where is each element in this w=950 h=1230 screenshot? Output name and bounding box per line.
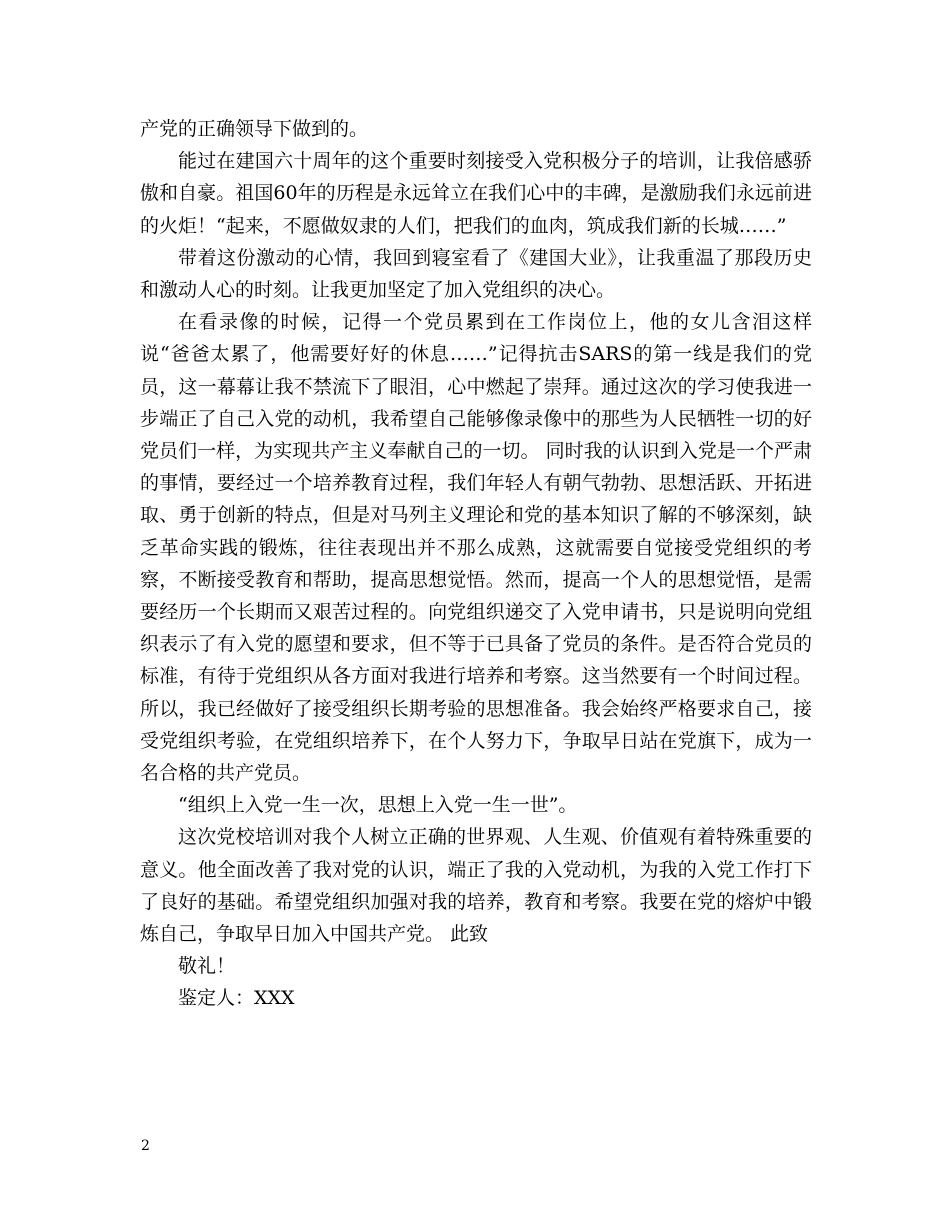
page-number: 2 (141, 1138, 150, 1154)
salutation: 敬礼！ (178, 955, 236, 978)
paragraph-video-reflection: 在看录像的时候，记得一个党员累到在工作岗位上，他的女儿含泪这样说“爸爸太累了，他需要好好的休息……”记得抗击SARS的第一线是我们的党员，这一幕幕让我不禁流下了眼泪，心中燃起了崇拜。通过这次的学习使我进一步端正了自己入党的动机，我希望自己能够像录像中的那些为人民牺牲一切的好党员们一样，为实现共产主义奉献自己的一切。 同时我的认识到入党是一个严肃的事情，要经过一个培养教育过程，我们年轻人有朝气勃勃、思想活跃、开拓进取、勇于创新的特点，但是对马列主义理论和党的基本知识了解的不够深刻，缺乏革命实践的锻炼，往往表现出并不那么成熟，这就需要自觉接受党组织的考察，不断接受教育和帮助，提高思想觉悟。然而，提高一个人的思想觉悟，是需要经历一个长期而又艰苦过程的。向党组织递交了入党申请书，只是说明向党组织表示了有入党的愿望和要求，但不等于已具备了党员的条件。是否符合党员的标准，有待于党组织从各方面对我进行培养和考察。这当然要有一个时间过程。所以，我已经做好了接受组织长期考验的思想准备。我会始终严格要求自己，接受党组织考验，在党组织培养下，在个人努力下，争取早日站在党旗下，成为一名合格的共产党员。 (140, 311, 812, 785)
signature-line: 鉴定人：XXX (178, 987, 295, 1010)
paragraph-quote: “组织上入党一生一次，思想上入党一生一世”。 (178, 794, 578, 817)
paragraph-national-day: 能过在建国六十周年的这个重要时刻接受入党积极分子的培训，让我倍感骄傲和自豪。祖国60年的历程是永远耸立在我们心中的丰碑，是激励我们永远前进的火炬！“起来，不愿做奴隶的人们，把我们的血肉，筑成我们新的长城……” (140, 150, 812, 237)
document-body (140, 113, 812, 1015)
paragraph-training-meaning: 这次党校培训对我个人树立正确的世界观、人生观、价值观有着特殊重要的意义。他全面改善了我对党的认识，端正了我的入党动机，为我的入党工作打下了良好的基础。希望党组织加强对我的培养，教育和考察。我要在党的熔炉中锻炼自己，争取早日加入中国共产党。 此致 (140, 826, 812, 946)
paragraph-movie: 带着这份激动的心情，我回到寝室看了《建国大业》，让我重温了那段历史和激动人心的时刻。让我更加坚定了加入党组织的决心。 (140, 246, 812, 302)
paragraph-continuation: 产党的正确领导下做到的。 (140, 118, 369, 140)
